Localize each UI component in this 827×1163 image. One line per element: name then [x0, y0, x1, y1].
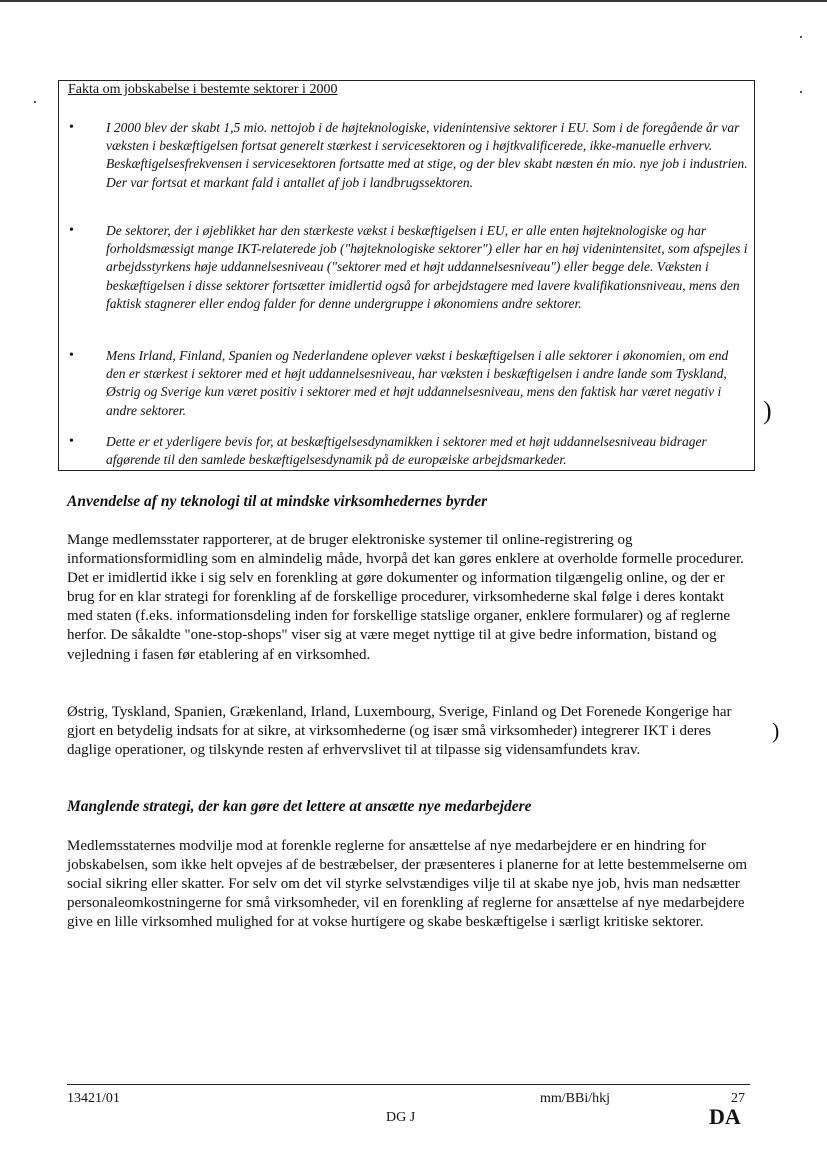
- scan-speck: [800, 36, 802, 38]
- fact-box: [58, 80, 755, 471]
- fact-bullet-text: I 2000 blev der skabt 1,5 mio. nettojob i de højteknologiske, videnintensive sektorer i EU. Som i de foregående år var væksten i beskæftigelsen fortsat generelt stærkest i servicesektoren og i højtkvalificerede, ikke-manuelle erhverv. Beskæftigelsesfrekvensen i servicesektoren fortsatte med at stige, og der blev skabt næsten én mio. nye job i industrien. Der var fortsat et markant fald i antallet af job i landbrugssektoren.: [106, 120, 748, 190]
- footer-directorate: DG J: [386, 1110, 416, 1125]
- bullet-symbol: •: [69, 120, 74, 135]
- fact-bullet-text: De sektorer, der i øjeblikket har den stærkeste vækst i beskæftigelsen i EU, er alle enten højteknologiske og har forholdsmæssigt mange IKT-relaterede job ("højteknologiske sektorer") eller har en høj videnintensitet, som afspejles i arbejdsstyrkens høje uddannelsesniveau ("sektorer med et højt uddannelsesniveau") eller begge dele. Væksten i beskæftigelsen i disse sektorer fortsætter imidlertid også for arbejdstagere med lavere kvalifikationsniveau, mens den faktisk stagnerer eller endog falder for denne undergruppe i økonomiens andre sektorer.: [106, 223, 748, 311]
- section-heading-hiring: Manglende strategi, der kan gøre det lettere at ansætte nye medarbejdere: [67, 798, 532, 815]
- footer-language-code: DA: [709, 1104, 741, 1129]
- fact-bullet-text: Mens Irland, Finland, Spanien og Nederlandene oplever vækst i beskæftigelsen i alle sektorer i økonomien, om end den er stærkest i sektorer med et højt uddannelsesniveau, har væksten i beskæftigelsen i andre lande som Tyskland, Østrig og Sverige kun været positiv i sektorer med et højt uddannelsesniveau, mens den faktisk har været negativ i andre sektorer.: [106, 348, 729, 418]
- footer-doc-number: 13421/01: [67, 1091, 120, 1106]
- margin-bracket-mark: ): [772, 718, 780, 743]
- margin-bracket-mark: ): [763, 396, 772, 425]
- scan-speck: [34, 101, 36, 103]
- bullet-symbol: •: [69, 223, 74, 238]
- paragraph: Østrig, Tyskland, Spanien, Grækenland, Irland, Luxembourg, Sverige, Finland og Det Forenede Kongerige har gjort en betydelig indsats for at sikre, at virksomhederne (og især små virksomheder) integrerer IKT i deres daglige operationer, og tilskynde resten af erhvervslivet til at tilpasse sig vidensamfundets krav.: [67, 704, 732, 759]
- paragraph: Medlemsstaternes modvilje mod at forenkle reglerne for ansættelse af nye medarbejdere er en hindring for jobskabelsen, som ikke helt opvejes af de bestræbelser, der præsenteres i planerne for at lette bestemmelserne om social sikring eller skatter. For selv om det vil styrke selvstændiges vilje til at skabe nye job, hvis man nedsætter personaleomkostningerne for små virksomheder, vil en forenkling af reglerne for ansættelse af nye medarbejdere give en lille virksomhed mulighed for at vokse hurtigere og skabe beskæftigelse i særligt kritiske sektorer.: [67, 838, 748, 931]
- footer-page-number: 27: [731, 1091, 745, 1106]
- scan-top-edge: [0, 0, 827, 2]
- section-heading-technology: Anvendelse af ny teknologi til at mindske virksomhedernes byrder: [67, 493, 488, 510]
- paragraph: Mange medlemsstater rapporterer, at de bruger elektroniske systemer til online-registrering og informationsformidling som en almindelig måde, hvorpå det kan gøres enklere at overholde formelle procedurer. Det er imidlertid ikke i sig selv en forenkling at gøre dokumenter og information tilgængelig online, og der er brug for en klar strategi for forenkling af de forskellige procedurer, virksomhederne skal følge i deres kontakt med staten (f.eks. informationsdeling inden for forskellige statslige organer, enklere formularer) og af reglerne herfor. De såkaldte "one-stop-shops" viser sig at være meget nyttige til at give bedre information, bistand og vejledning i fasen før etablering af en virksomhed.: [67, 532, 744, 663]
- bullet-symbol: •: [69, 348, 74, 363]
- footer-rule: [67, 1084, 750, 1085]
- footer-reference: mm/BBi/hkj: [540, 1091, 611, 1106]
- fact-box-title: Fakta om jobskabelse i bestemte sektorer i 2000: [68, 82, 338, 97]
- scan-speck: [800, 91, 802, 93]
- bullet-symbol: •: [69, 434, 74, 449]
- fact-bullet-text: Dette er et yderligere bevis for, at beskæftigelsesdynamikken i sektorer med et højt uddannelsesniveau bidrager afgørende til den samlede beskæftigelsesdynamik på de europæiske arbejdsmarkeder.: [106, 434, 707, 468]
